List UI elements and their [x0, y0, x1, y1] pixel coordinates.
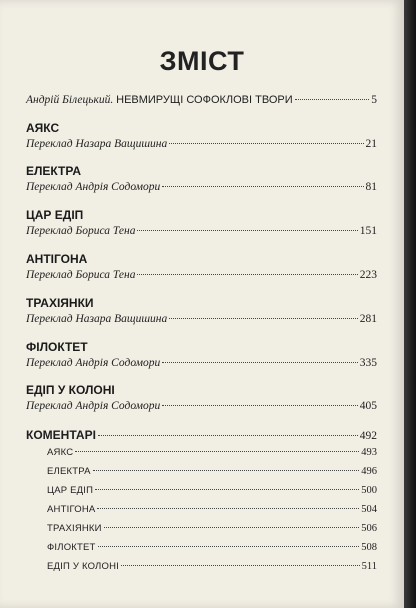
dot-leader [75, 451, 359, 452]
dot-leader [121, 565, 360, 566]
toc-entry[interactable] [26, 181, 377, 193]
page-number: 504 [361, 504, 377, 515]
commentary-item[interactable] [47, 523, 377, 534]
toc-entry[interactable] [26, 313, 377, 325]
page-number: 492 [359, 430, 377, 442]
toc-entry[interactable] [26, 269, 377, 281]
translation-label: Переклад Бориса Тена [26, 225, 136, 237]
intro-author: Андрій Білецький. [26, 94, 114, 106]
dot-leader [137, 274, 357, 275]
translation-label: Переклад Бориса Тена [26, 269, 136, 281]
page-title: ЗМІСТ [159, 46, 245, 76]
translation-label: Переклад Андрія Содомори [26, 357, 161, 369]
page-number: 405 [359, 400, 377, 412]
toc-entry-label [26, 94, 293, 106]
section-heading: ЦАР ЕДІП [26, 208, 84, 222]
dot-leader [97, 508, 359, 509]
dot-leader [104, 527, 360, 528]
commentary-item-label: ЕЛЕКТРА [47, 466, 91, 477]
page-number: 281 [359, 313, 377, 325]
dot-leader [98, 546, 360, 547]
commentary-item-label: АЯКС [47, 447, 74, 458]
page-edge-shadow [404, 0, 416, 608]
dot-leader [162, 405, 358, 406]
page-number: 511 [361, 561, 377, 572]
translation-label: Переклад Назара Ващишина [26, 313, 168, 325]
commentary-item-label: ФІЛОКТЕТ [47, 542, 96, 553]
page-number: 493 [361, 447, 377, 458]
dot-leader [98, 435, 358, 436]
page-number: 21 [365, 138, 377, 150]
section-heading: ФІЛОКТЕТ [26, 340, 88, 354]
section-heading: АЯКС [26, 121, 60, 135]
dot-leader [169, 318, 358, 319]
dot-leader [162, 362, 358, 363]
page-number: 506 [361, 523, 377, 534]
toc-entry[interactable] [26, 138, 377, 150]
commentary-item[interactable] [47, 466, 377, 477]
commentary-item[interactable] [47, 485, 377, 496]
translation-label: Переклад Назара Ващишина [26, 138, 168, 150]
toc-entry-commentary[interactable] [26, 428, 377, 442]
commentary-item-label: ЕДІП У КОЛОНІ [47, 561, 119, 572]
dot-leader [295, 99, 370, 100]
commentary-item[interactable] [47, 447, 377, 458]
commentary-item[interactable] [47, 504, 377, 515]
page-number: 496 [361, 466, 377, 477]
translation-label: Переклад Андрія Содомори [26, 181, 161, 193]
page-number: 500 [361, 485, 377, 496]
page-number: 223 [359, 269, 377, 281]
dot-leader [95, 489, 359, 490]
dot-leader [169, 143, 363, 144]
commentary-heading: КОМЕНТАРІ [26, 428, 96, 442]
toc-entry[interactable] [26, 225, 377, 237]
section-heading: АНТІГОНА [26, 252, 88, 266]
dot-leader [137, 230, 357, 231]
dot-leader [162, 186, 363, 187]
section-heading: ЕЛЕКТРА [26, 164, 81, 178]
page-number: 5 [371, 94, 377, 106]
section-heading: ТРАХІЯНКИ [26, 296, 94, 310]
commentary-item[interactable] [47, 542, 377, 553]
commentary-item-label: ЦАР ЕДІП [47, 485, 94, 496]
toc-entry-intro[interactable] [26, 94, 377, 106]
commentary-item[interactable] [47, 561, 377, 572]
toc-entry[interactable] [26, 357, 377, 369]
commentary-item-label: ТРАХІЯНКИ [47, 523, 102, 534]
section-heading: ЕДІП У КОЛОНІ [26, 383, 115, 397]
page-number: 335 [359, 357, 377, 369]
page-number: 508 [361, 542, 377, 553]
commentary-item-label: АНТІГОНА [47, 504, 96, 515]
toc-entry[interactable] [26, 400, 377, 412]
dot-leader [93, 470, 360, 471]
page-number: 81 [365, 181, 377, 193]
intro-text: НЕВМИРУЩІ СОФОКЛОВІ ТВОРИ [116, 94, 293, 106]
translation-label: Переклад Андрія Содомори [26, 400, 161, 412]
page-number: 151 [359, 225, 377, 237]
